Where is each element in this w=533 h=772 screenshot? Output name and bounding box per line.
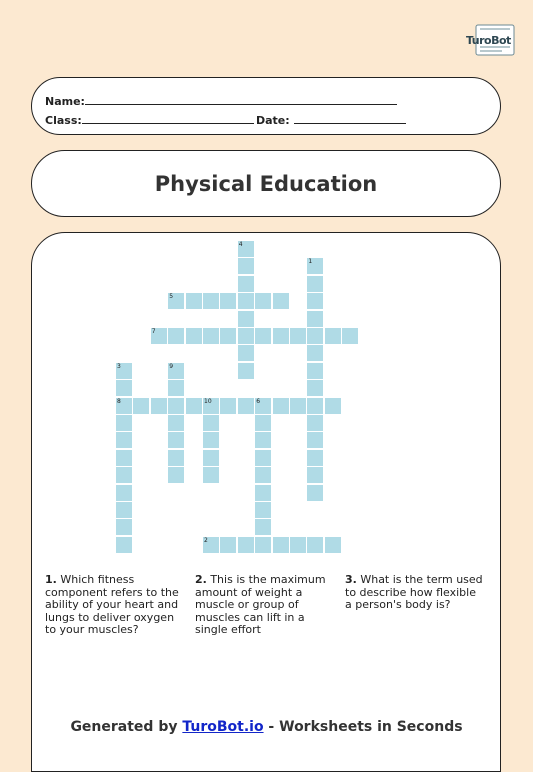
clue-text: What is the term used to describe how flexible a person's body is? [345, 573, 483, 612]
crossword-cell[interactable] [116, 398, 132, 414]
class-field[interactable] [45, 113, 254, 127]
crossword-cell[interactable] [238, 311, 254, 327]
crossword-cell[interactable] [203, 293, 219, 309]
crossword-cell[interactable] [168, 467, 184, 483]
crossword-cell[interactable] [238, 293, 254, 309]
cell-number: 3 [117, 362, 121, 370]
page-title: Physical Education [154, 172, 378, 196]
cell-number: 7 [151, 328, 156, 335]
crossword-cell[interactable] [307, 258, 323, 274]
crossword-cell[interactable] [307, 398, 323, 414]
crossword-cell[interactable] [255, 519, 271, 535]
crossword-cell[interactable] [273, 537, 289, 553]
turobot-link[interactable]: TuroBot.io [182, 719, 264, 735]
crossword-cell[interactable] [325, 537, 341, 553]
crossword-cell[interactable] [168, 293, 184, 309]
crossword-cell[interactable] [342, 328, 358, 344]
crossword-cell[interactable] [255, 328, 271, 344]
name-line[interactable] [85, 94, 397, 105]
clue-3 [345, 574, 485, 612]
crossword-cell[interactable] [238, 398, 254, 414]
crossword-cell[interactable] [186, 293, 202, 309]
crossword-cell[interactable] [290, 328, 306, 344]
crossword-cell[interactable] [307, 415, 323, 431]
crossword-cell[interactable] [273, 293, 289, 309]
crossword-cell[interactable] [168, 415, 184, 431]
crossword-cell[interactable] [116, 485, 132, 501]
class-line[interactable] [82, 113, 254, 124]
clue-text: This is the maximum amount of weight a muscle or group of muscles can lift in a single effort [195, 573, 326, 637]
crossword-cell[interactable] [168, 450, 184, 466]
crossword-cell[interactable] [238, 328, 254, 344]
cell-number: 2 [204, 536, 208, 544]
cell-number: 5 [169, 293, 174, 301]
crossword-cell[interactable] [203, 328, 219, 344]
crossword-cell[interactable] [255, 485, 271, 501]
clue-number: 2. [195, 573, 207, 586]
crossword-cell[interactable] [116, 380, 132, 396]
crossword-cell[interactable] [307, 380, 323, 396]
crossword-cell[interactable] [273, 328, 289, 344]
name-label: Name: [45, 95, 85, 108]
crossword-cell[interactable] [307, 293, 323, 309]
crossword-cell[interactable] [116, 537, 132, 553]
crossword-cell[interactable] [255, 502, 271, 518]
date-line[interactable] [294, 113, 406, 124]
crossword-cell[interactable] [307, 450, 323, 466]
crossword-cell[interactable] [116, 415, 132, 431]
crossword-cell[interactable] [307, 311, 323, 327]
footer [0, 719, 533, 735]
crossword-cell[interactable] [325, 398, 341, 414]
crossword-cell[interactable] [186, 398, 202, 414]
crossword-cell[interactable] [273, 398, 289, 414]
cell-number: 8 [117, 397, 121, 405]
crossword-cell[interactable] [116, 432, 132, 448]
cell-number: 6 [256, 397, 261, 405]
footer-prefix: Generated by [70, 719, 183, 735]
crossword-cell[interactable] [238, 258, 254, 274]
crossword-cell[interactable] [238, 363, 254, 379]
turobot-logo [462, 24, 518, 58]
footer-suffix: - Worksheets in Seconds [263, 719, 463, 735]
logo-text: TuroBot [466, 34, 511, 47]
crossword-cell[interactable] [255, 467, 271, 483]
crossword-cell[interactable] [238, 345, 254, 361]
crossword-cell[interactable] [307, 328, 323, 344]
crossword-cell[interactable] [151, 398, 167, 414]
crossword-cell[interactable] [116, 450, 132, 466]
date-field[interactable] [256, 113, 406, 127]
date-label: Date: [256, 114, 290, 127]
crossword-cell[interactable] [116, 467, 132, 483]
crossword-cell[interactable] [203, 467, 219, 483]
title-box [31, 150, 501, 217]
crossword-cell[interactable] [203, 432, 219, 448]
crossword-cell[interactable] [307, 345, 323, 361]
clue-text: Which fitness component refers to the ability of your heart and lungs to deliver oxygen to your muscles? [45, 573, 179, 637]
crossword-cell[interactable] [220, 328, 236, 344]
crossword-cell[interactable] [168, 380, 184, 396]
crossword-cell[interactable] [168, 328, 184, 344]
crossword-cell[interactable] [203, 398, 219, 414]
clue-number: 3. [345, 573, 357, 586]
name-field[interactable] [45, 94, 397, 108]
crossword-cell[interactable] [307, 363, 323, 379]
crossword-cell[interactable] [116, 363, 132, 379]
crossword-box [31, 232, 501, 772]
student-info-box [31, 77, 501, 135]
crossword-cell[interactable] [307, 276, 323, 292]
class-label: Class: [45, 114, 82, 127]
crossword-cell[interactable] [220, 537, 236, 553]
crossword-cell[interactable] [255, 537, 271, 553]
crossword-cell[interactable] [290, 398, 306, 414]
crossword-cell[interactable] [168, 363, 184, 379]
crossword-cell[interactable] [238, 537, 254, 553]
crossword-cell[interactable] [186, 328, 202, 344]
crossword-cell[interactable] [238, 276, 254, 292]
crossword-cell[interactable] [168, 432, 184, 448]
crossword-cell[interactable] [255, 293, 271, 309]
crossword-cell[interactable] [255, 415, 271, 431]
crossword-cell[interactable] [307, 467, 323, 483]
clue-2 [195, 574, 335, 637]
crossword-cell[interactable] [325, 328, 341, 344]
cell-number: 1 [308, 258, 313, 266]
crossword-cell[interactable] [133, 398, 149, 414]
crossword-cell[interactable] [203, 450, 219, 466]
crossword-cell[interactable] [116, 502, 132, 518]
cell-number: 9 [169, 362, 174, 370]
cell-number: 10 [204, 397, 212, 405]
crossword-cell[interactable] [255, 432, 271, 448]
crossword-cell[interactable] [307, 432, 323, 448]
crossword-cell[interactable] [307, 537, 323, 553]
crossword-cell[interactable] [238, 241, 254, 257]
clue-number: 1. [45, 573, 57, 586]
crossword-cell[interactable] [203, 415, 219, 431]
crossword-cell[interactable] [168, 398, 184, 414]
crossword-cell[interactable] [220, 293, 236, 309]
crossword-cell[interactable] [307, 485, 323, 501]
crossword-cell[interactable] [290, 537, 306, 553]
crossword-cell[interactable] [255, 398, 271, 414]
crossword-cell[interactable] [203, 537, 219, 553]
cell-number: 4 [238, 241, 243, 248]
crossword-cell[interactable] [116, 519, 132, 535]
clue-1 [45, 574, 185, 637]
crossword-cell[interactable] [151, 328, 167, 344]
crossword-cell[interactable] [255, 450, 271, 466]
crossword-cell[interactable] [220, 398, 236, 414]
